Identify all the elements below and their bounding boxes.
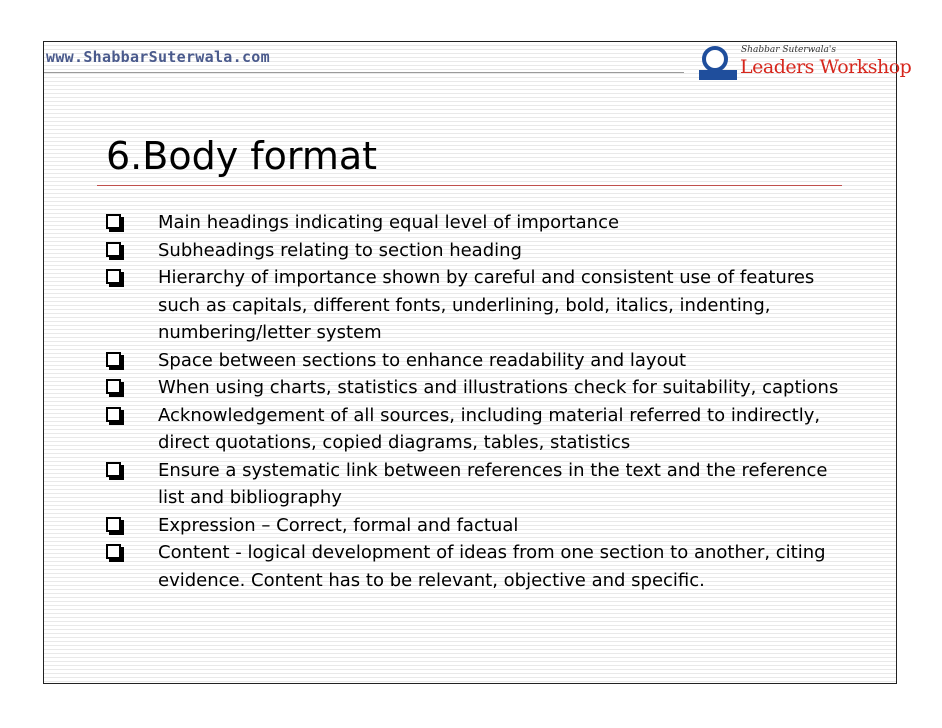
list-item	[106, 402, 846, 457]
site-url[interactable]: www.ShabbarSuterwala.com	[46, 48, 270, 66]
list-item	[106, 237, 846, 265]
logo-small-text: Shabbar Suterwala's	[741, 45, 836, 55]
list-item	[106, 347, 846, 375]
checkbox-square-icon	[106, 352, 121, 367]
checkbox-square-icon	[106, 379, 121, 394]
checkbox-square-icon	[106, 462, 121, 477]
bullet-list	[106, 209, 846, 594]
checkbox-square-icon	[106, 517, 121, 532]
slide-title: 6.Body format	[106, 134, 378, 178]
list-item	[106, 512, 846, 540]
bullet-text: Acknowledgement of all sources, including material referred to indirectly, direct quotations, copied diagrams, tables, statistics	[158, 404, 821, 453]
header-divider	[44, 72, 684, 73]
bullet-text: Main headings indicating equal level of importance	[158, 212, 620, 233]
list-item	[106, 374, 846, 402]
bullet-text: Content - logical development of ideas from one section to another, citing evidence. Content has to be relevant, objective and specific.	[158, 542, 826, 591]
list-item	[106, 539, 846, 594]
bullet-text: Ensure a systematic link between references in the text and the reference list and bibliography	[158, 459, 828, 508]
checkbox-square-icon	[106, 214, 121, 229]
checkbox-square-icon	[106, 269, 121, 284]
checkbox-square-icon	[106, 407, 121, 422]
list-item	[106, 457, 846, 512]
bullet-text: Space between sections to enhance readability and layout	[158, 349, 687, 371]
bullet-text: Expression – Correct, formal and factual	[158, 514, 519, 536]
list-item	[106, 209, 846, 237]
checkbox-square-icon	[106, 544, 121, 559]
title-underline	[97, 185, 842, 186]
checkbox-square-icon	[106, 242, 121, 257]
logo-emblem-icon	[699, 46, 737, 82]
bullet-text: When using charts, statistics and illustrations check for suitability, captions	[158, 377, 839, 398]
logo-main-text: Leaders Workshop	[740, 56, 912, 78]
bullet-text: Hierarchy of importance shown by careful and consistent use of features such as capitals, different fonts, underlining, bold, italics, indenting, numbering/letter system	[158, 267, 815, 343]
bullet-text: Subheadings relating to section heading	[158, 239, 522, 261]
leaders-workshop-logo	[699, 44, 912, 84]
slide	[43, 41, 912, 684]
list-item	[106, 264, 846, 347]
